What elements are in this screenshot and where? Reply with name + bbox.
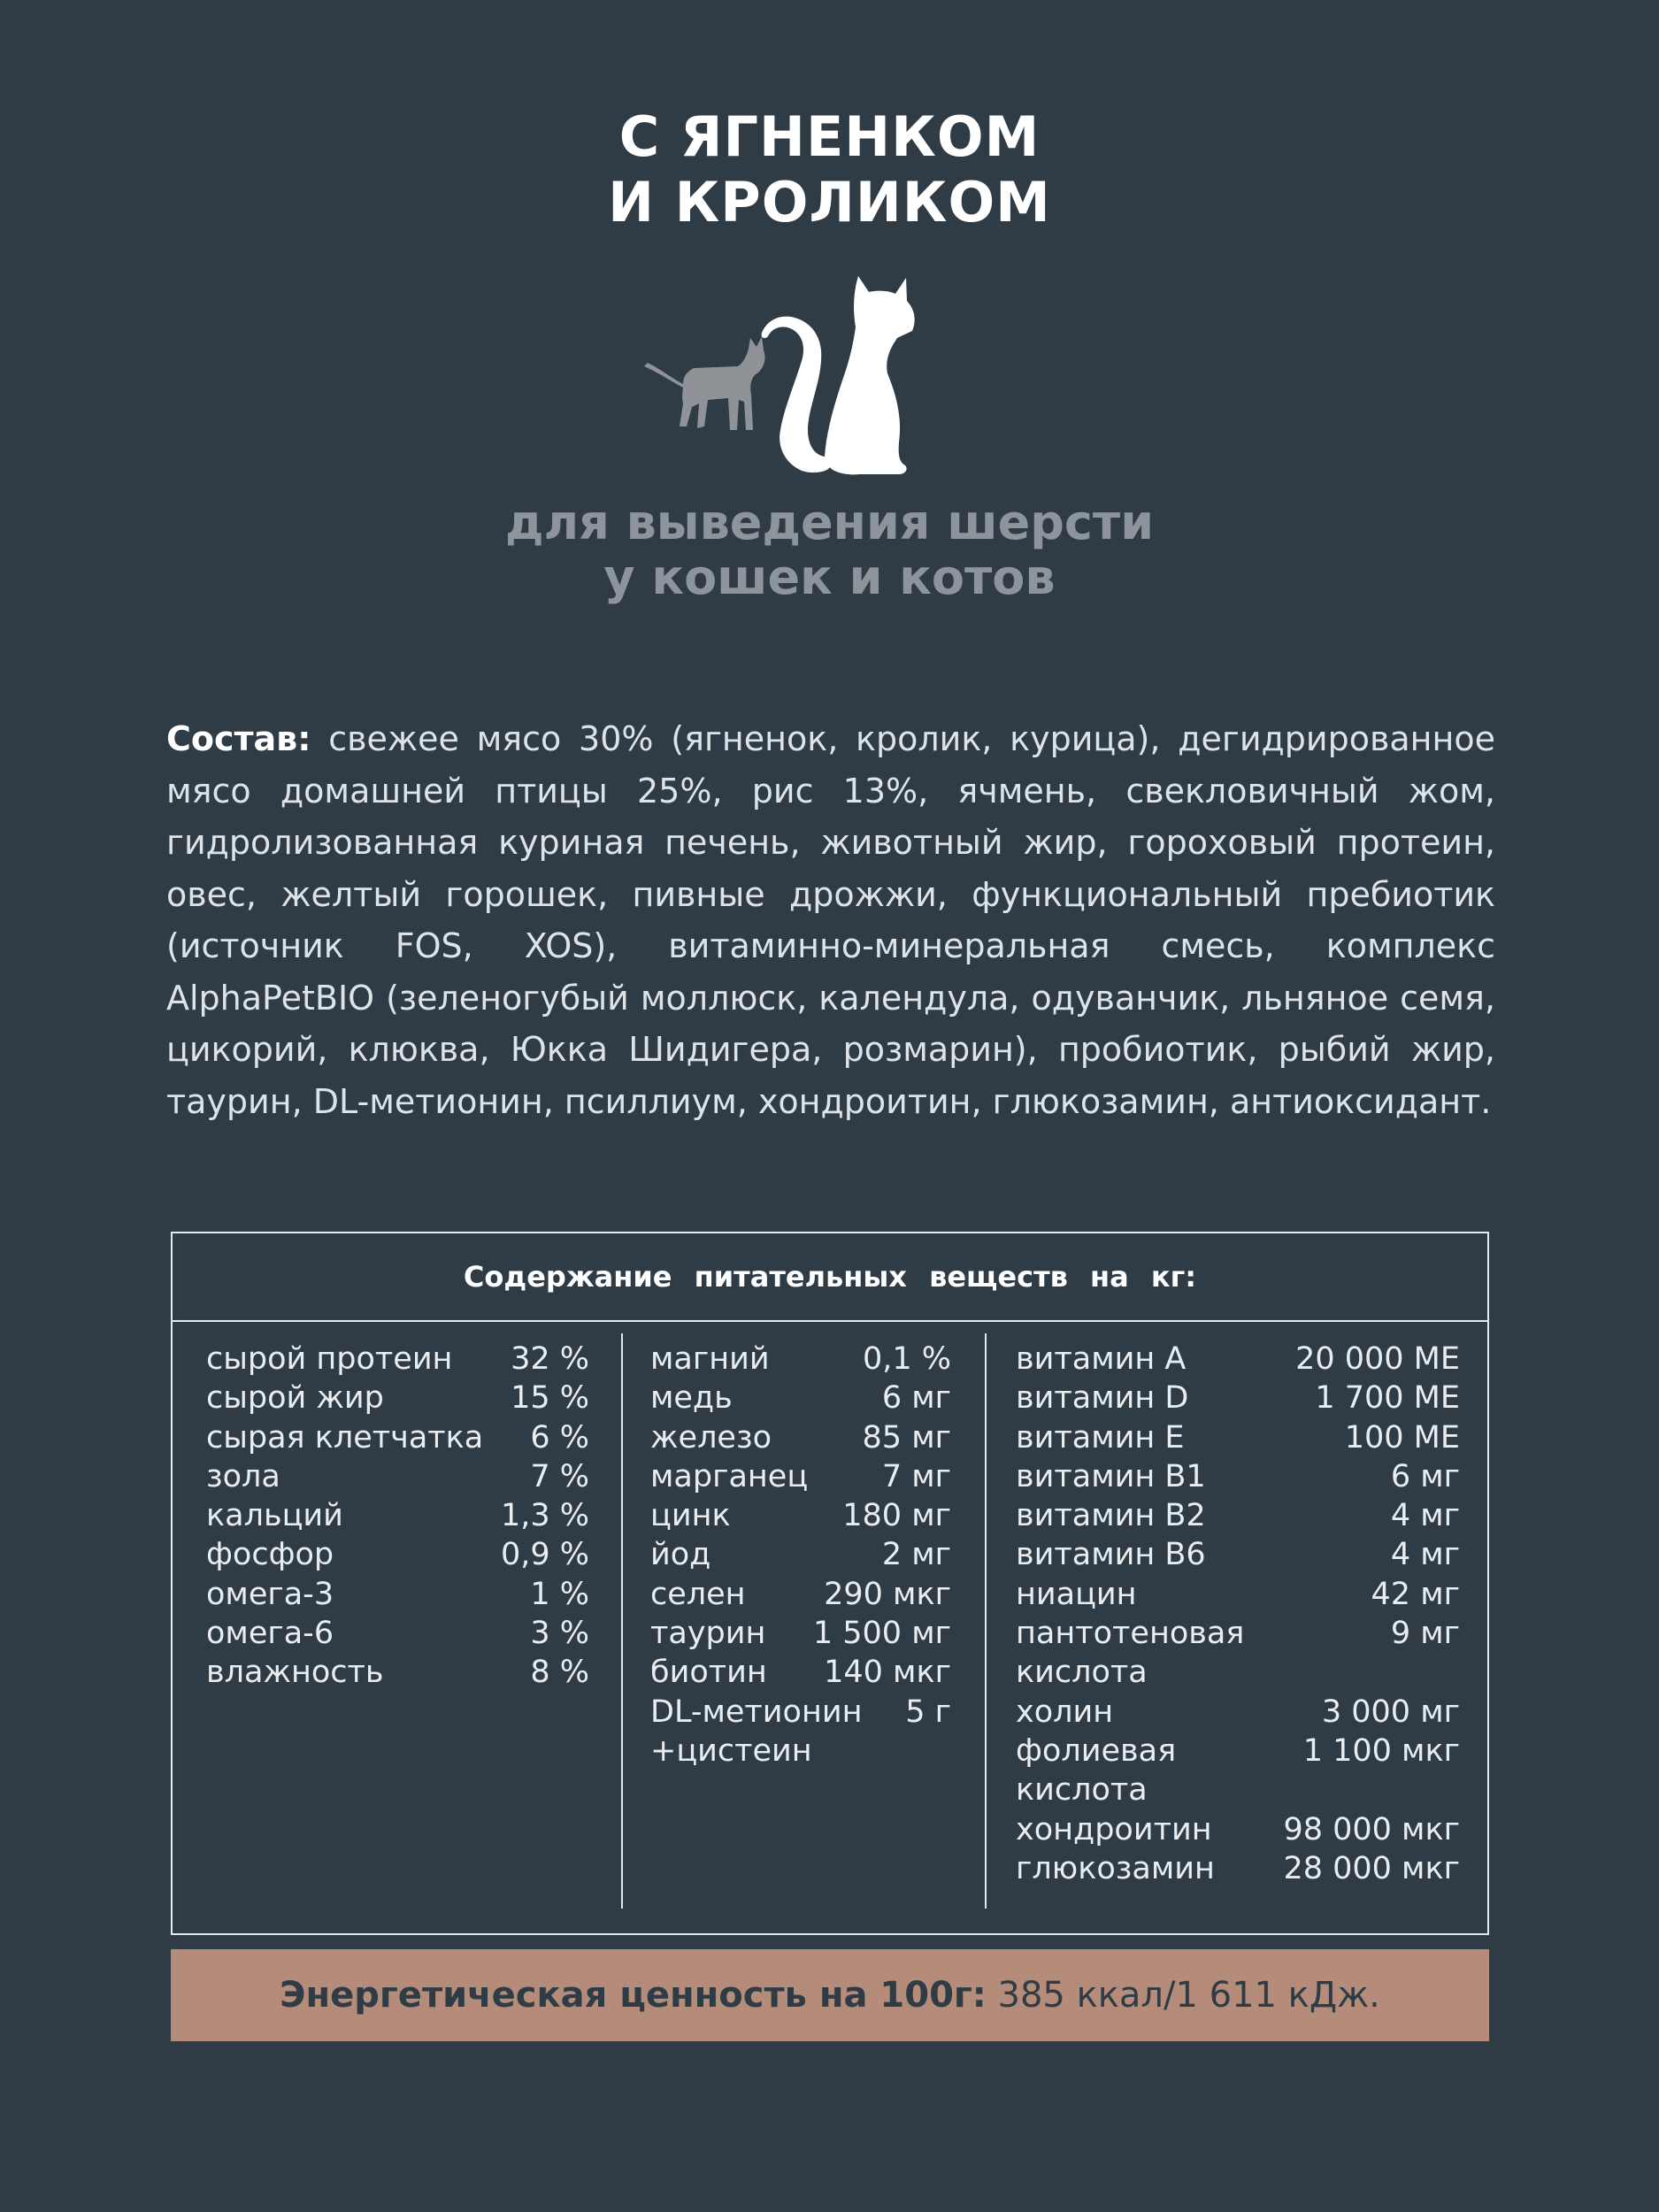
nutrient-name: витамин A (1016, 1341, 1187, 1377)
nutrient-row (1016, 1457, 1460, 1496)
nutrient-row (650, 1693, 951, 1732)
nutrient-value: 6 % (530, 1419, 589, 1455)
product-subtitle-line2: у кошек и котов (603, 549, 1056, 605)
nutrient-row (1016, 1614, 1460, 1653)
nutrient-row (1016, 1849, 1460, 1888)
nutrient-row (206, 1496, 589, 1535)
nutrient-row (650, 1732, 951, 1770)
nutrient-row (650, 1496, 951, 1535)
nutrient-value: 32 % (511, 1341, 589, 1377)
nutrient-value: 85 мг (862, 1419, 951, 1455)
nutrient-name: биотин (650, 1655, 767, 1691)
nutrient-value: 1 100 мкг (1302, 1732, 1460, 1769)
nutrient-row (206, 1379, 589, 1417)
nutrient-name: магний (650, 1341, 770, 1377)
composition-text: свежее мясо 30% (ягненок, кролик, курица), дегидрированное мясо домашней птицы 25%, рис 13%, ячмень, свекловичный жом, гидролизованная куриная печень, животный жир, гороховый протеин, овес, желтый горошек, пивные дрожжи, функциональный пребиотик (источник FOS, XOS), витаминно-минеральная смесь, комплекс AlphaPetBIO (зеленогубый моллюск, календула, одуванчик, льняное семя, цикорий, клюква, Юкка Шидигера, розмарин), пробиотик, рыбий жир, таурин, DL-метионин, псиллиум, хондроитин, глюкозамин, антиоксидант. (166, 719, 1495, 1121)
nutrient-name: кислота (1016, 1655, 1148, 1691)
composition-label: Состав: (166, 719, 311, 758)
nutrient-value: 1,3 % (500, 1498, 589, 1534)
nutrient-name: витамин D (1016, 1380, 1189, 1417)
nutrient-name: кислота (1016, 1772, 1148, 1809)
nutrient-name: железо (650, 1419, 772, 1455)
nutrient-row (206, 1575, 589, 1614)
nutrients-column-1 (206, 1340, 589, 1693)
nutrient-row (650, 1653, 951, 1692)
nutrient-value: 3 % (530, 1616, 589, 1652)
nutrient-row (1016, 1810, 1460, 1849)
nutrient-name: цинк (650, 1498, 731, 1534)
nutrient-value: 140 мкг (824, 1655, 951, 1691)
nutrient-row (1016, 1653, 1460, 1692)
nutrient-name: сырой жир (206, 1380, 384, 1417)
composition-paragraph (166, 713, 1495, 1127)
nutrient-name: зола (206, 1458, 280, 1494)
nutrient-value: 5 г (905, 1694, 951, 1730)
nutrient-value: 7 мг (881, 1458, 951, 1494)
nutrient-name: фолиевая (1016, 1732, 1177, 1769)
nutrient-name: витамин E (1016, 1419, 1185, 1455)
nutrient-name: сырой протеин (206, 1341, 453, 1377)
product-title (0, 104, 1659, 235)
column-divider (621, 1333, 623, 1909)
nutrient-row (1016, 1575, 1460, 1614)
kitten-icon (644, 336, 765, 430)
nutrient-value: 3 000 мг (1321, 1694, 1460, 1730)
nutrient-value: 15 % (511, 1380, 589, 1417)
nutrient-name: DL-метионин (650, 1694, 863, 1730)
nutrient-row (1016, 1496, 1460, 1535)
nutrient-name: омега-6 (206, 1616, 334, 1652)
nutrient-value: 100 МЕ (1344, 1419, 1460, 1455)
energy-value: 385 ккал/1 611 кДж. (997, 1975, 1380, 2016)
nutrient-name: омега-3 (206, 1576, 334, 1612)
nutrient-value: 42 мг (1371, 1576, 1460, 1612)
nutrient-row (1016, 1535, 1460, 1574)
nutrient-row (1016, 1418, 1460, 1457)
nutrient-value: 98 000 мкг (1283, 1811, 1460, 1847)
nutrient-row (206, 1418, 589, 1457)
nutrient-row (650, 1340, 951, 1379)
nutrient-row (206, 1614, 589, 1653)
nutrient-name: глюкозамин (1016, 1850, 1215, 1886)
nutrient-row (650, 1418, 951, 1457)
nutrient-value: 0,9 % (500, 1537, 589, 1573)
nutrient-name: фосфор (206, 1537, 334, 1573)
nutrient-name: витамин B2 (1016, 1498, 1206, 1534)
nutrient-row (206, 1457, 589, 1496)
nutrient-row (206, 1535, 589, 1574)
nutrient-name: хондроитин (1016, 1811, 1212, 1847)
nutrient-name: марганец (650, 1458, 809, 1494)
nutrient-value: 6 мг (1390, 1458, 1460, 1494)
energy-label: Энергетическая ценность на 100г: (280, 1975, 987, 2016)
nutrients-heading: Содержание питательных веществ на кг: (173, 1233, 1487, 1322)
nutrient-name: пантотеновая (1016, 1616, 1245, 1652)
nutrient-value: 9 мг (1390, 1616, 1460, 1652)
nutrients-table (171, 1232, 1489, 1935)
cats-illustration (637, 274, 1009, 478)
adult-cat-icon (762, 276, 915, 474)
nutrient-row (1016, 1693, 1460, 1732)
nutrient-value: 4 мг (1390, 1537, 1460, 1573)
nutrient-name: +цистеин (650, 1732, 812, 1769)
nutrient-value: 7 % (530, 1458, 589, 1494)
nutrient-row (650, 1379, 951, 1417)
product-subtitle-line1: для выведения шерсти (504, 495, 1155, 550)
nutrient-row (206, 1340, 589, 1379)
nutrient-value: 6 мг (881, 1380, 951, 1417)
nutrient-name: медь (650, 1380, 733, 1417)
nutrient-value: 180 мг (842, 1498, 951, 1534)
nutrient-row (650, 1457, 951, 1496)
nutrient-name: ниацин (1016, 1576, 1137, 1612)
nutrient-value: 20 000 МЕ (1295, 1341, 1460, 1377)
nutrient-name: селен (650, 1576, 746, 1612)
nutrient-row (1016, 1379, 1460, 1417)
nutrient-row (1016, 1732, 1460, 1770)
nutrient-name: сырая клетчатка (206, 1419, 484, 1455)
nutrient-name: йод (650, 1537, 711, 1573)
nutrient-value: 0,1 % (862, 1341, 951, 1377)
nutrient-row (1016, 1770, 1460, 1809)
nutrients-column-3 (1016, 1340, 1460, 1888)
nutrients-column-2 (650, 1340, 951, 1770)
nutrient-value: 4 мг (1390, 1498, 1460, 1534)
nutrient-name: витамин B6 (1016, 1537, 1206, 1573)
product-subtitle (0, 495, 1659, 605)
nutrient-name: таурин (650, 1616, 766, 1652)
nutrient-row (650, 1575, 951, 1614)
nutrient-name: кальций (206, 1498, 343, 1534)
nutrient-value: 28 000 мкг (1283, 1850, 1460, 1886)
product-title-line2: И КРОЛИКОМ (608, 170, 1051, 234)
nutrient-value: 8 % (530, 1655, 589, 1691)
nutrient-row (650, 1535, 951, 1574)
nutrient-value: 1 % (530, 1576, 589, 1612)
nutrient-name: витамин B1 (1016, 1458, 1206, 1494)
column-divider (985, 1333, 987, 1909)
product-title-line1: С ЯГНЕНКОМ (618, 104, 1041, 169)
nutrient-value: 1 700 МЕ (1315, 1380, 1460, 1417)
nutrient-row (1016, 1340, 1460, 1379)
nutrient-name: холин (1016, 1694, 1114, 1730)
nutrient-value: 1 500 мг (812, 1616, 951, 1652)
nutrient-row (650, 1614, 951, 1653)
energy-value-band (171, 1949, 1489, 2041)
nutrient-value: 290 мкг (824, 1576, 951, 1612)
nutrient-name: влажность (206, 1655, 384, 1691)
nutrient-row (206, 1653, 589, 1692)
nutrient-value: 2 мг (881, 1537, 951, 1573)
